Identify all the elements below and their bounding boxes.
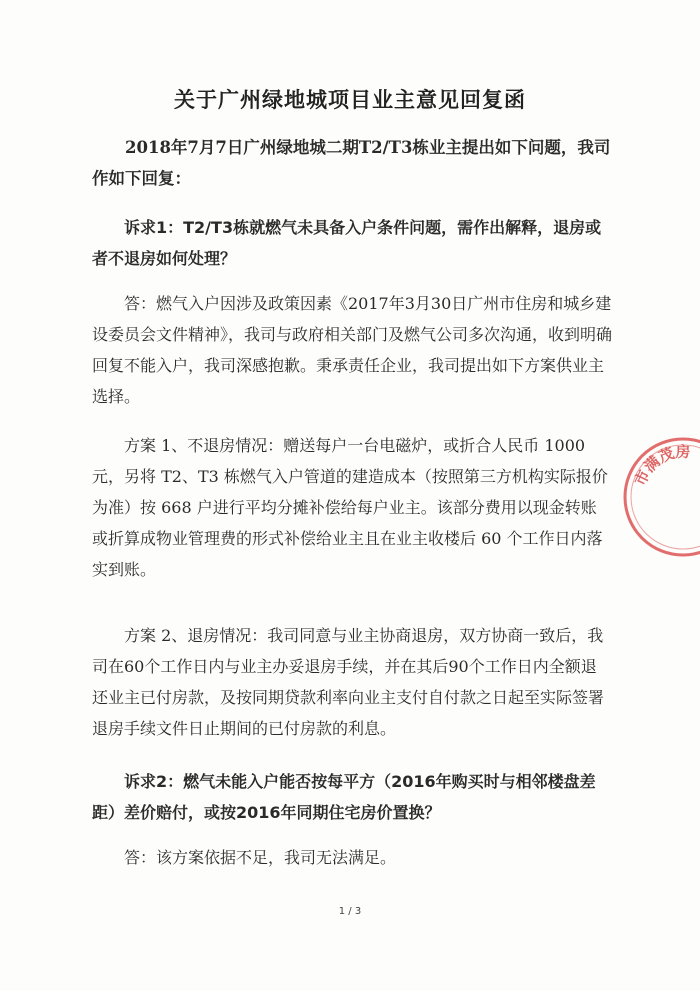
page-number: 1 / 3 xyxy=(338,906,362,917)
intro-paragraph: 2018年7月7日广州绿地城二期T2/T3栋业主提出如下问题，我司作如下回复： xyxy=(92,138,611,188)
plan-2: 方案 2、退房情况：我司同意与业主协商退房，双方协商一致后，我司在60个工作日内与业主办妥退房手续，并在其后90个工作日内全额退还业主已付房款，及按同期贷款利率向业主支付自付款之日起至实际签署退房手续文件日止期间的已付房款的利息。 xyxy=(92,626,605,738)
plan-1: 方案 1、不退房情况：赠送每户一台电磁炉，或折合人民币 1000 元，另将 T2、T3 栋燃气入户管道的建造成本（按照第三方机构实际报价为准）按 668 户进行平均分摊补偿给每户业主。该部分费用以现金转账或折算成物业管理费的形式补偿给业主且在业主收楼后 60 个工作日内落实到账。 xyxy=(92,436,608,579)
seal-text: 市满茂房 xyxy=(630,442,691,489)
question-1: 诉求1：T2/T3栋就燃气未具备入户条件问题，需作出解释，退房或者不退房如何处理？ xyxy=(92,218,602,268)
answer-1: 答：燃气入户因涉及政策因素《2017年3月30日广州市住房和城乡建设委员会文件精神》，我司与政府相关部门及燃气公司多次沟通，收到明确回复不能入户，我司深感抱歉。秉承责任企业，我司提出如下方案供业主选择。 xyxy=(92,294,613,406)
question-2: 诉求2：燃气未能入户能否按每平方（2016年购买时与相邻楼盘差距）差价赔付，或按2016年同期住宅房价置换？ xyxy=(92,772,596,822)
document-title: 关于广州绿地城项目业主意见回复函 xyxy=(174,88,526,112)
company-seal-icon xyxy=(618,432,700,562)
svg-text:市满茂房 xyxy=(631,443,690,489)
answer-2: 答：该方案依据不足，我司无法满足。 xyxy=(124,848,397,867)
